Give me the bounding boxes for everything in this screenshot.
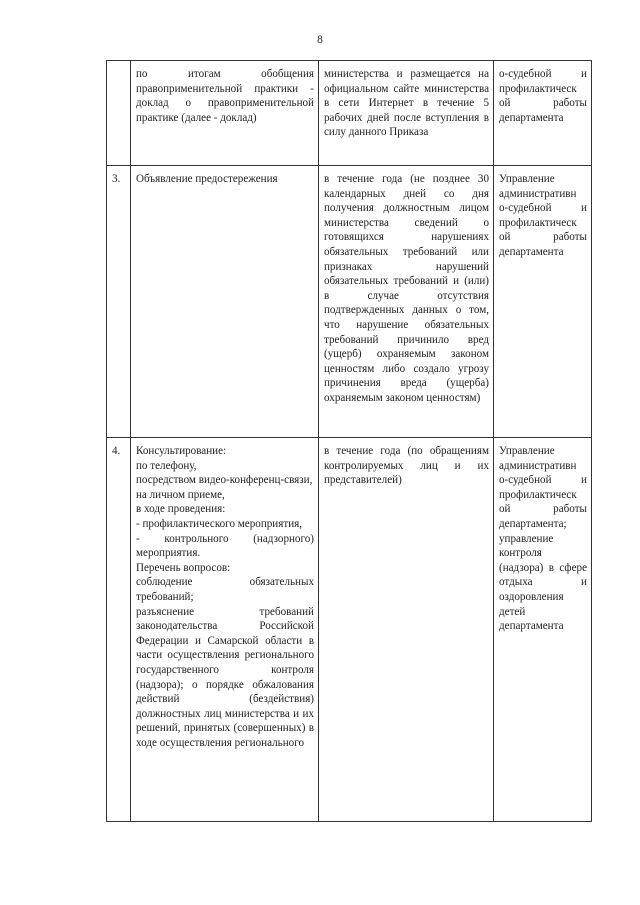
table-row bbox=[107, 61, 592, 166]
measure-name-cell bbox=[131, 166, 319, 438]
term-cell bbox=[319, 438, 494, 822]
term-text: в течение года (по обращениям контролируемых лиц и их представителей) bbox=[324, 445, 489, 487]
measure-name-line: Перечень вопросов: bbox=[136, 561, 231, 574]
row-number bbox=[107, 61, 131, 166]
measure-name-cell bbox=[131, 438, 319, 822]
measure-name-text: Объявление предостережения bbox=[136, 173, 278, 185]
term-cell bbox=[319, 166, 494, 438]
measure-name-line: по телефону, bbox=[136, 459, 197, 472]
measures-table bbox=[106, 60, 592, 822]
responsible-text: о-судебной и профилактическ ой работы департамента bbox=[499, 68, 587, 124]
measure-name-cell bbox=[131, 61, 319, 166]
measure-name-line: Консультирование: bbox=[136, 445, 227, 457]
measure-name-line: - контрольного (надзорного) мероприятия. bbox=[136, 532, 314, 560]
responsible-text: Управление административн о-судебной и профилактическ ой работы департамента bbox=[499, 173, 587, 258]
term-cell bbox=[319, 61, 494, 166]
row-number: 4. bbox=[107, 438, 131, 822]
measure-name-line: - профилактического мероприятия, bbox=[136, 517, 303, 530]
measure-name-line: соблюдение обязательных требований; bbox=[136, 576, 314, 603]
page-number: 8 bbox=[317, 34, 323, 46]
measure-name-line: разъяснение требований законодательства Российской Федерации и Самарской области в части осуществления регионального государственного контроля (надзора); о порядке обжалования действий (бездействия) должностных лиц министерства и их решений, принятых (совершенных) в ходе осуществления регионального bbox=[136, 605, 314, 749]
measure-name-line: посредством видео-конференц-связи, bbox=[136, 474, 313, 487]
responsible-text: Управление административн о-судебной и профилактическ ой работы департамента; управление контроля (надзора) в сфере отдыха и оздоровления детей департамента bbox=[499, 445, 587, 633]
term-text: в течение года (не позднее 30 календарных дней со дня получения должностным лицом министерства сведений о готовящихся нарушениях обязательных требований или признаках нарушений обязательных требований и (или) в случае отсутствия подтвержденных данных о том, что нарушение обязательных требований причинило вред (ущерб) охраняемым законом ценностям либо создало угрозу причинения вреда (ущерба) охраняемым законом ценностям) bbox=[324, 173, 489, 404]
measure-name-line: в ходе проведения: bbox=[136, 503, 226, 516]
measure-name-line: на личном приеме, bbox=[136, 488, 225, 501]
measure-name-text: по итогам обобщения правоприменительной практики - доклад о правоприменительной практике (далее - доклад) bbox=[136, 68, 314, 124]
row-number: 3. bbox=[107, 166, 131, 438]
responsible-cell bbox=[494, 438, 592, 822]
term-text: министерства и размещается на официальном сайте министерства в сети Интернет в течение 5 рабочих дней после вступления в силу данного Приказа bbox=[324, 68, 489, 139]
responsible-cell bbox=[494, 61, 592, 166]
responsible-cell bbox=[494, 166, 592, 438]
table-row bbox=[107, 166, 592, 438]
table-row bbox=[107, 438, 592, 822]
